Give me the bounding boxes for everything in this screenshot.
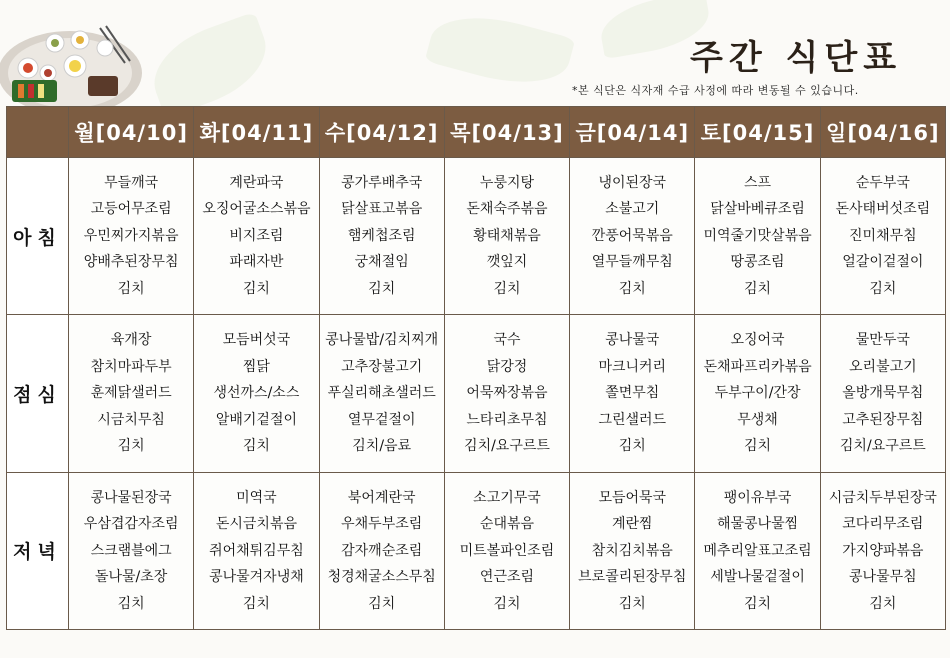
menu-item: 계란찜	[611, 516, 653, 533]
menu-item: 육개장	[110, 332, 152, 349]
menu-item: 김치	[242, 280, 270, 297]
menu-cell	[69, 472, 194, 629]
menu-item: 팽이유부국	[723, 489, 792, 506]
menu-item: 스프	[744, 174, 772, 191]
menu-item: 김치/요구르트	[464, 438, 550, 455]
menu-item: 국수	[493, 332, 521, 349]
meal-row-dinner	[7, 472, 946, 629]
menu-item: 파래자반	[229, 254, 284, 271]
menu-item: 열무들깨무침	[591, 254, 673, 271]
menu-item: 고추장불고기	[341, 358, 423, 375]
menu-cell	[444, 315, 569, 472]
menu-item: 찜닭	[242, 358, 270, 375]
menu-item: 세발나물겉절이	[710, 569, 805, 586]
menu-item: 메추리알표고조림	[703, 542, 812, 559]
day-header-sat: 토[04/15]	[695, 107, 820, 158]
menu-item: 김치	[744, 438, 772, 455]
day-header-thu: 목[04/13]	[444, 107, 569, 158]
menu-item: 콩나물국	[605, 332, 660, 349]
menu-item: 북어계란국	[347, 489, 416, 506]
menu-item: 비지조림	[229, 227, 284, 244]
weekly-menu-table	[6, 106, 946, 630]
menu-item: 가지양파볶음	[842, 542, 924, 559]
menu-item: 마크니커리	[598, 358, 667, 375]
menu-item: 훈제닭샐러드	[90, 385, 172, 402]
menu-item: 참치마파두부	[90, 358, 172, 375]
menu-item: 소불고기	[605, 201, 660, 218]
day-header-wed: 수[04/12]	[319, 107, 444, 158]
menu-item: 얼갈이겉절이	[842, 254, 924, 271]
menu-item: 오징어굴소스볶음	[202, 201, 311, 218]
menu-cell	[820, 315, 945, 472]
menu-item: 누룽지탕	[479, 174, 535, 191]
menu-item: 연근조림	[479, 569, 535, 586]
meal-row-lunch	[7, 315, 946, 472]
page-title: 주간 식단표	[690, 38, 903, 78]
menu-item: 궁채절임	[354, 254, 409, 271]
menu-item: 오리불고기	[849, 358, 917, 375]
menu-item: 브로콜리된장무침	[578, 569, 687, 586]
menu-item: 김치	[744, 595, 772, 612]
menu-item: 모듬버섯국	[222, 332, 291, 349]
menu-item: 청경채굴소스무침	[327, 569, 436, 586]
menu-item: 김치	[242, 595, 270, 612]
menu-item: 김치	[368, 280, 396, 297]
menu-item: 그린샐러드	[598, 411, 667, 428]
menu-item: 쫄면무침	[605, 385, 660, 402]
menu-item: 순대볶음	[479, 516, 535, 533]
menu-item: 돌나물/초장	[94, 569, 168, 586]
meal-label: 저녁	[7, 472, 69, 629]
menu-item: 알배기겉절이	[215, 411, 297, 428]
menu-item: 계란파국	[229, 174, 284, 191]
menu-item: 고등어무조림	[90, 201, 172, 218]
menu-item: 미트볼파인조림	[459, 542, 555, 559]
menu-item: 진미채무침	[849, 227, 917, 244]
menu-item: 감자깨순조림	[341, 542, 423, 559]
corner-cell	[7, 107, 69, 158]
menu-item: 김치	[618, 595, 646, 612]
menu-item: 미역국	[236, 489, 277, 506]
menu-item: 두부구이/간장	[714, 385, 801, 402]
menu-item: 닭살바베큐조림	[710, 201, 805, 218]
menu-item: 돈사태버섯조림	[835, 201, 931, 218]
menu-item: 참치김치볶음	[591, 542, 673, 559]
menu-item: 김치/요구르트	[839, 438, 926, 455]
menu-cell	[570, 315, 695, 472]
menu-item: 어묵짜장볶음	[466, 385, 548, 402]
menu-item: 콩나물된장국	[90, 489, 172, 506]
menu-cell	[69, 158, 194, 315]
menu-cell	[194, 315, 319, 472]
day-header-mon: 월[04/10]	[69, 107, 194, 158]
menu-cell	[319, 158, 444, 315]
menu-item: 김치	[493, 280, 521, 297]
menu-item: 스크램블에그	[90, 542, 172, 559]
menu-cell	[444, 158, 569, 315]
menu-cell	[695, 158, 820, 315]
menu-item: 콩가루배추국	[341, 174, 423, 191]
food-platter-icon	[0, 18, 150, 108]
menu-item: 무생채	[737, 411, 778, 428]
menu-item: 김치/음료	[352, 438, 412, 455]
menu-item: 오징어국	[730, 332, 785, 349]
menu-item: 돈시금치볶음	[215, 516, 297, 533]
menu-item: 물만두국	[855, 332, 910, 349]
menu-cell	[444, 472, 569, 629]
table-header-row	[7, 107, 946, 158]
menu-cell	[194, 472, 319, 629]
menu-item: 콩나물밥/김치찌개	[325, 332, 439, 349]
notice-text: *본 식단은 식자재 수급 사정에 따라 변동될 수 있습니다.	[572, 84, 859, 97]
menu-item: 모듬어묵국	[598, 489, 667, 506]
menu-item: 돈채숙주볶음	[466, 201, 548, 218]
menu-item: 김치	[368, 595, 396, 612]
day-header-tue: 화[04/11]	[194, 107, 319, 158]
menu-cell	[695, 315, 820, 472]
menu-cell	[695, 472, 820, 629]
menu-cell	[319, 315, 444, 472]
menu-cell	[194, 158, 319, 315]
menu-item: 열무겉절이	[347, 411, 416, 428]
menu-item: 김치	[117, 280, 145, 297]
menu-item: 김치	[618, 280, 646, 297]
menu-item: 깐풍어묵볶음	[591, 227, 673, 244]
menu-item: 김치	[869, 280, 897, 297]
menu-item: 우채두부조림	[341, 516, 423, 533]
leaf-decoration	[425, 3, 576, 97]
menu-item: 콩나물겨자냉채	[209, 569, 304, 586]
menu-item: 시금치무침	[97, 411, 165, 428]
day-header-sun: 일[04/16]	[820, 107, 945, 158]
menu-cell	[820, 158, 945, 315]
menu-cell	[570, 158, 695, 315]
menu-item: 햄케첩조림	[347, 227, 416, 244]
menu-item: 푸실리해초샐러드	[327, 385, 436, 402]
menu-item: 무들깨국	[104, 174, 159, 191]
menu-item: 김치	[618, 438, 646, 455]
day-header-fri: 금[04/14]	[570, 107, 695, 158]
menu-item: 순두부국	[855, 174, 910, 191]
menu-item: 소고기무국	[473, 489, 541, 506]
meal-row-breakfast	[7, 158, 946, 315]
menu-item: 김치	[117, 438, 145, 455]
menu-item: 시금치두부된장국	[828, 489, 937, 506]
menu-item: 콩나물무침	[849, 569, 917, 586]
meal-label: 점심	[7, 315, 69, 472]
menu-item: 양배추된장무침	[83, 254, 179, 271]
menu-item: 해물콩나물찜	[716, 516, 799, 533]
menu-item: 땅콩조림	[730, 254, 785, 271]
menu-item: 김치	[493, 595, 521, 612]
menu-item: 우삼겹감자조림	[83, 516, 179, 533]
menu-cell	[570, 472, 695, 629]
menu-item: 우민찌가지볶음	[83, 227, 179, 244]
menu-item: 올방개묵무침	[842, 385, 924, 402]
menu-item: 고추된장무침	[842, 411, 924, 428]
menu-item: 깻잎지	[486, 254, 528, 271]
menu-cell	[820, 472, 945, 629]
menu-item: 김치	[242, 438, 270, 455]
menu-item: 닭강정	[486, 358, 528, 375]
menu-item: 돈채파프리카볶음	[703, 358, 812, 375]
menu-cell	[69, 315, 194, 472]
menu-item: 닭살표고볶음	[341, 201, 423, 218]
menu-item: 미역줄기맛살볶음	[703, 227, 812, 244]
menu-item: 김치	[869, 595, 897, 612]
menu-item: 느타리초무침	[466, 411, 548, 428]
menu-item: 김치	[744, 280, 772, 297]
menu-item: 냉이된장국	[598, 174, 667, 191]
menu-item: 황태채볶음	[473, 227, 541, 244]
leaf-decoration	[142, 12, 279, 119]
menu-item: 김치	[117, 595, 145, 612]
menu-cell	[319, 472, 444, 629]
meal-label: 아침	[7, 158, 69, 315]
menu-item: 쥐어채튀김무침	[209, 542, 304, 559]
menu-item: 코다리무조림	[842, 516, 924, 533]
menu-item: 생선까스/소스	[213, 385, 300, 402]
